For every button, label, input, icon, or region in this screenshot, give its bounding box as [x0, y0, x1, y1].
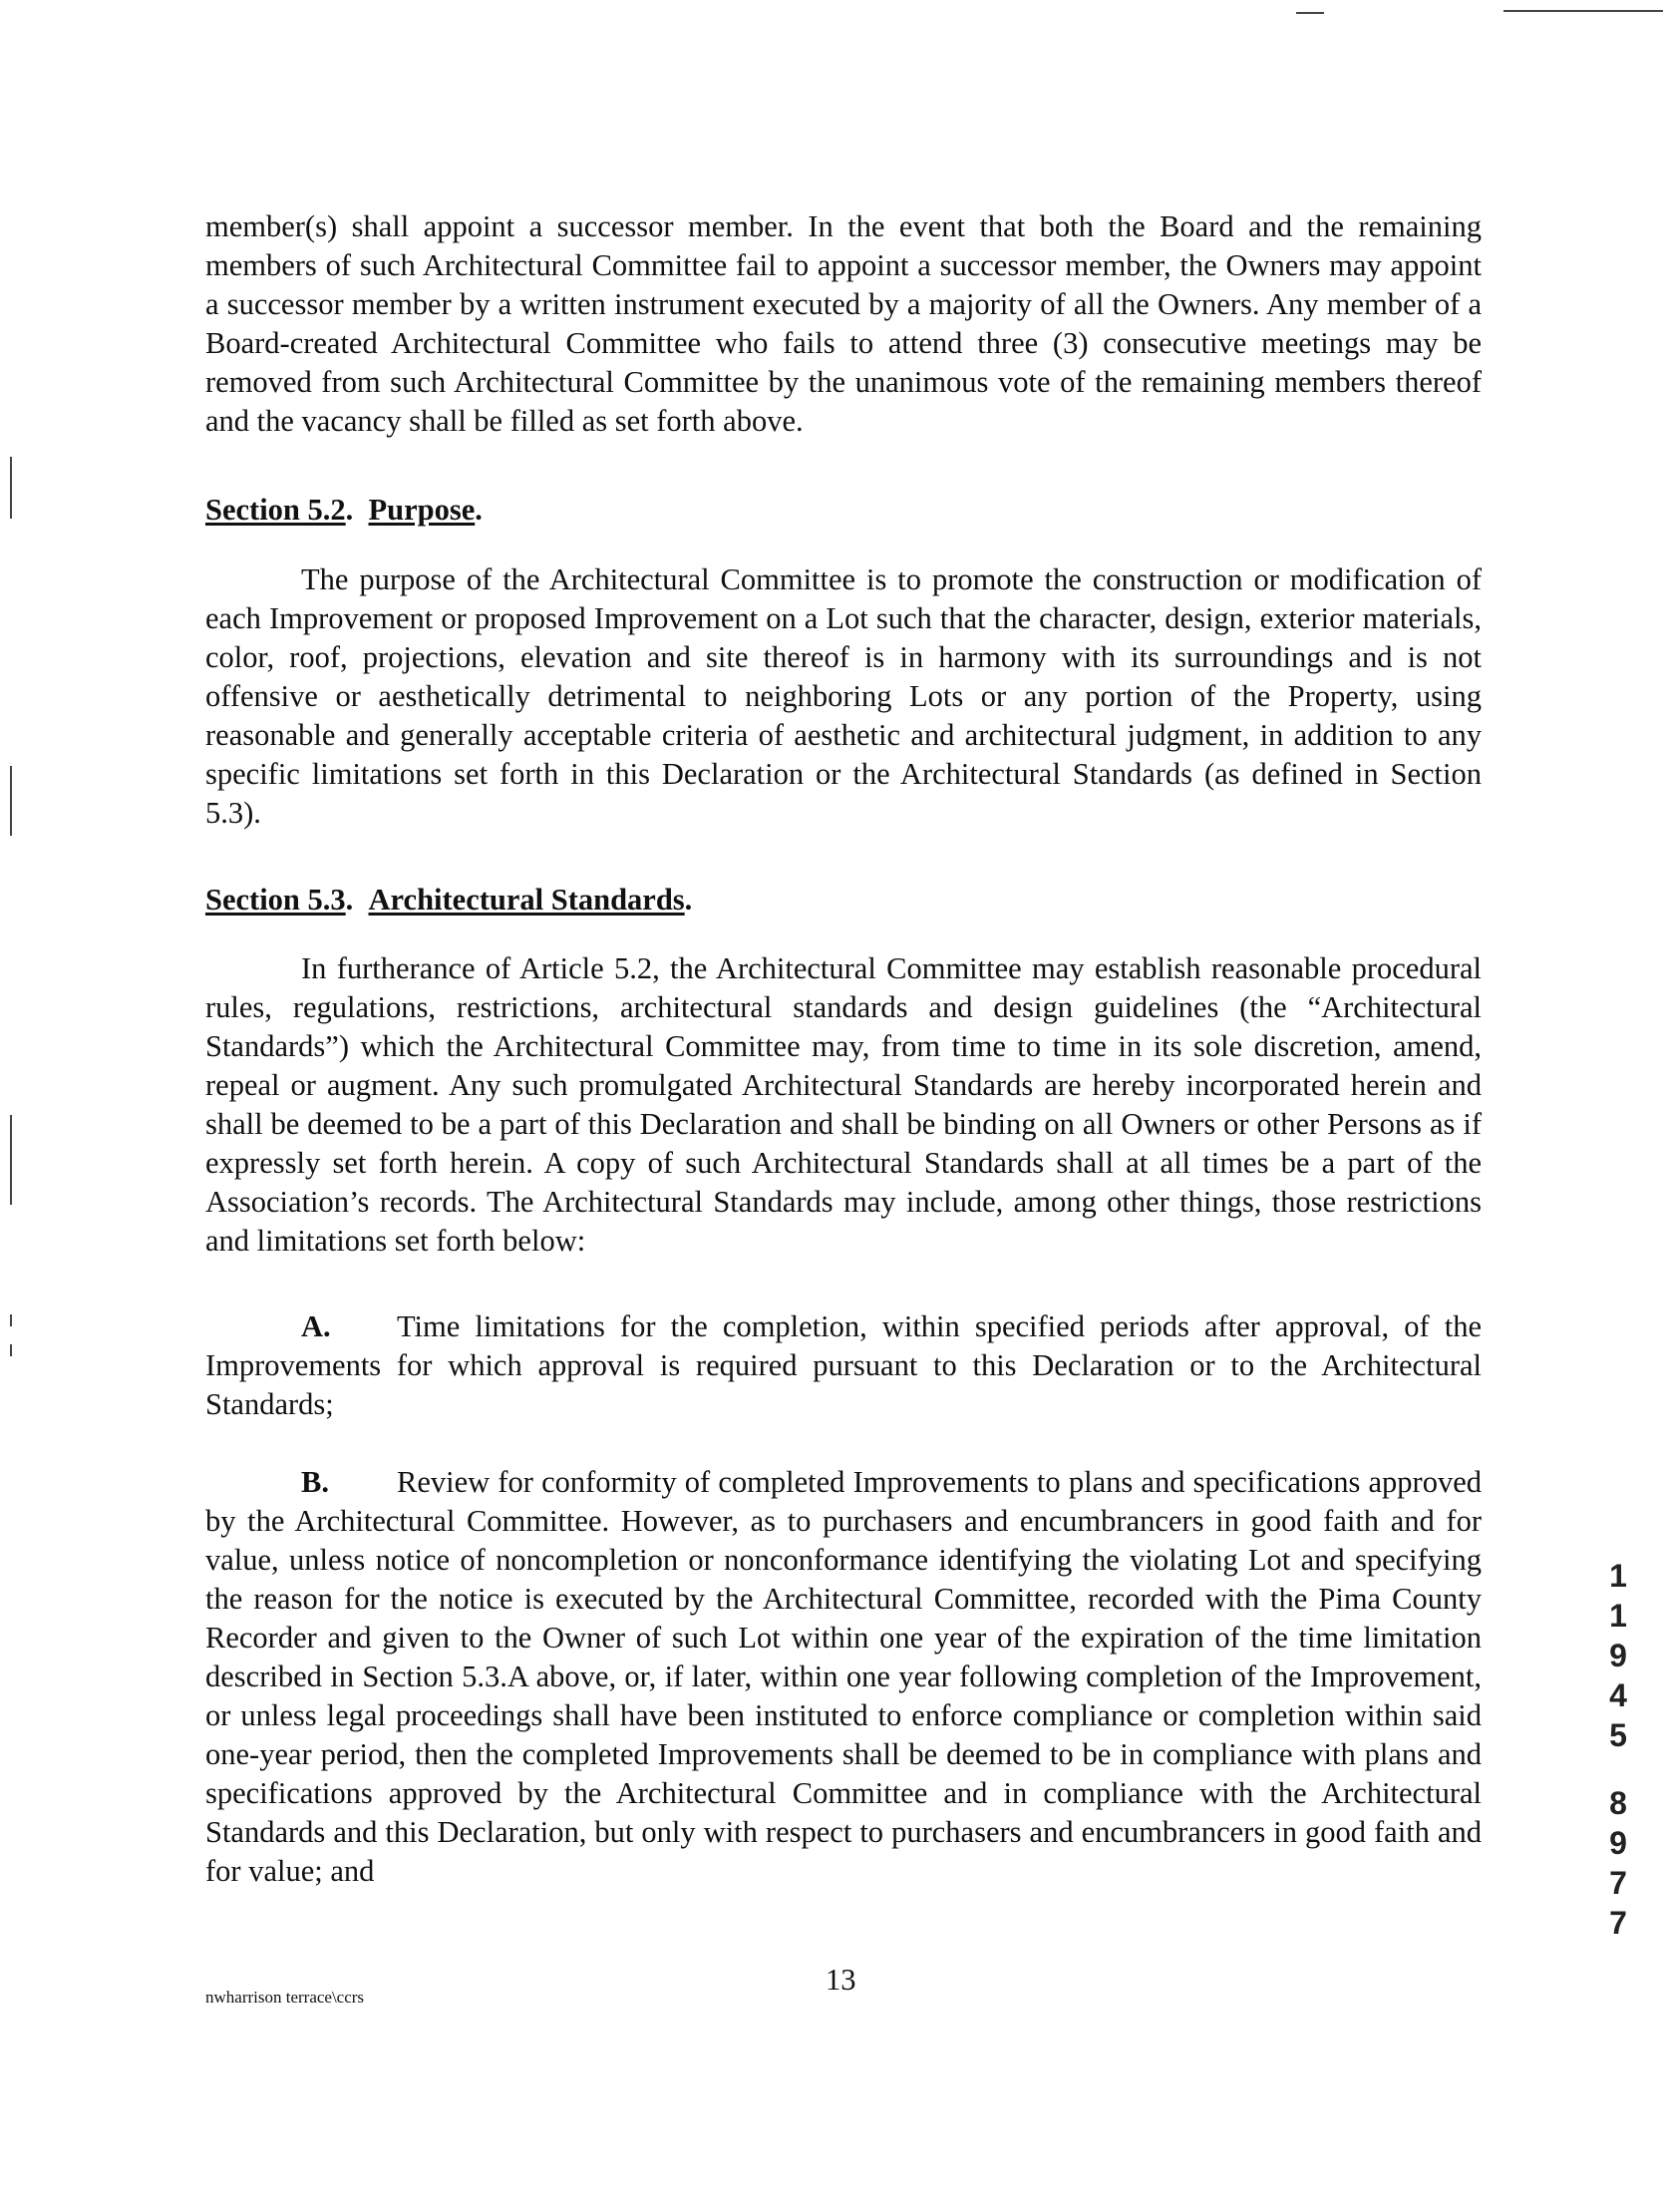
scan-mark-left-3 — [10, 1115, 12, 1205]
list-item-b-text: Review for conformity of completed Improvements to plans and specifications approved by the Architectural Committee. However, as to purchasers and encumbrancers in good faith and for value, unless notice of noncompletion or nonconformance identifying the violating Lot and specifying the reason for the notice is executed by the Architectural Committee, recorded with the Pima County Recorder and given to the Owner of such Lot within one year of the expiration of the time limitation described in Section 5.3.A above, or, if later, within one year following completion of the Improvement, or unless legal proceedings shall have been instituted to enforce compliance or completion within said one-year period, then the completed Improvements shall be deemed to be in compliance with plans and specifications approved by the Architectural Committee and in compliance with the Architectural Standards and this Declaration, but only with respect to purchasers and encumbrancers in good faith and for value; and — [205, 1465, 1482, 1888]
scan-mark-left-2 — [10, 766, 12, 836]
list-item-b-label: B. — [301, 1465, 329, 1499]
recording-digit: 7 — [1609, 1905, 1627, 1941]
recording-digit: 1 — [1609, 1558, 1627, 1594]
section-5-2-title: Purpose — [368, 493, 476, 527]
scan-mark-top-right — [1503, 10, 1663, 12]
section-5-3-number: Section 5.3 — [205, 883, 346, 917]
recording-digit: 4 — [1609, 1677, 1627, 1713]
recording-digit: 9 — [1609, 1825, 1627, 1861]
recording-number — [1603, 1556, 1633, 1943]
recording-digit: 1 — [1609, 1598, 1627, 1634]
section-5-2-heading: Section 5.2. Purpose. — [205, 493, 483, 527]
recording-number-gap — [1603, 1755, 1633, 1783]
scan-mark-left-4 — [10, 1314, 12, 1326]
list-item-b — [205, 1463, 1482, 1891]
scan-mark-left-5 — [10, 1344, 12, 1356]
recording-digit: 9 — [1609, 1638, 1627, 1673]
recording-digit: 8 — [1609, 1785, 1627, 1821]
continuation-paragraph: member(s) shall appoint a successor member. In the event that both the Board and the remaining members of such Architectural Committee fail to appoint a successor member, the Owners may appoint a successor member by a written instrument executed by a majority of all the Owners. Any member of a Board-created Architectural Committee who fails to attend three (3) consecutive meetings may be removed from such Architectural Committee by the unanimous vote of the remaining members thereof and the vacancy shall be filled as set forth above. — [205, 209, 1482, 438]
recording-digit: 7 — [1609, 1865, 1627, 1901]
scan-mark-left-1 — [10, 457, 12, 519]
scan-mark-top-mid — [1296, 12, 1324, 14]
section-5-3-body: In furtherance of Article 5.2, the Architectural Committee may establish reasonable procedural rules, regulations, restrictions, architectural standards and design guidelines (the “Architectural Standards”) which the Architectural Committee may, from time to time in its sole discretion, amend, repeal or augment. Any such promulgated Architectural Standards are hereby incorporated herein and shall be deemed to be a part of this Declaration and shall be binding on all Owners or other Persons as if expressly set forth herein. A copy of such Architectural Standards shall at all times be a part of the Association’s records. The Architectural Standards may include, among other things, those restrictions and limitations set forth below: — [205, 951, 1482, 1258]
section-5-2-body: The purpose of the Architectural Committee is to promote the construction or modification of each Improvement or proposed Improvement on a Lot such that the character, design, exterior materials, color, roof, projections, elevation and site thereof is in harmony with its surroundings and is not offensive or aesthetically detrimental to neighboring Lots or any portion of the Property, using reasonable and generally acceptable criteria of aesthetic and architectural judgment, in addition to any specific limitations set forth in this Declaration or the Architectural Standards (as defined in Section 5.3). — [205, 562, 1482, 830]
page-number: 13 — [826, 1963, 856, 1997]
list-item-a-text: Time limitations for the completion, within specified periods after approval, of the Improvements for which approval is required pursuant to this Declaration or to the Architectural Standards; — [205, 1309, 1482, 1421]
section-5-2-number: Section 5.2 — [205, 493, 346, 527]
list-item-a-label: A. — [301, 1309, 331, 1343]
list-item-a — [205, 1307, 1482, 1424]
section-5-3-title: Architectural Standards — [368, 883, 685, 917]
section-5-3-heading: Section 5.3. Architectural Standards. — [205, 883, 693, 917]
footer-file-path: nwharrison terrace\ccrs — [205, 1988, 365, 2007]
recording-digit: 5 — [1609, 1717, 1627, 1753]
